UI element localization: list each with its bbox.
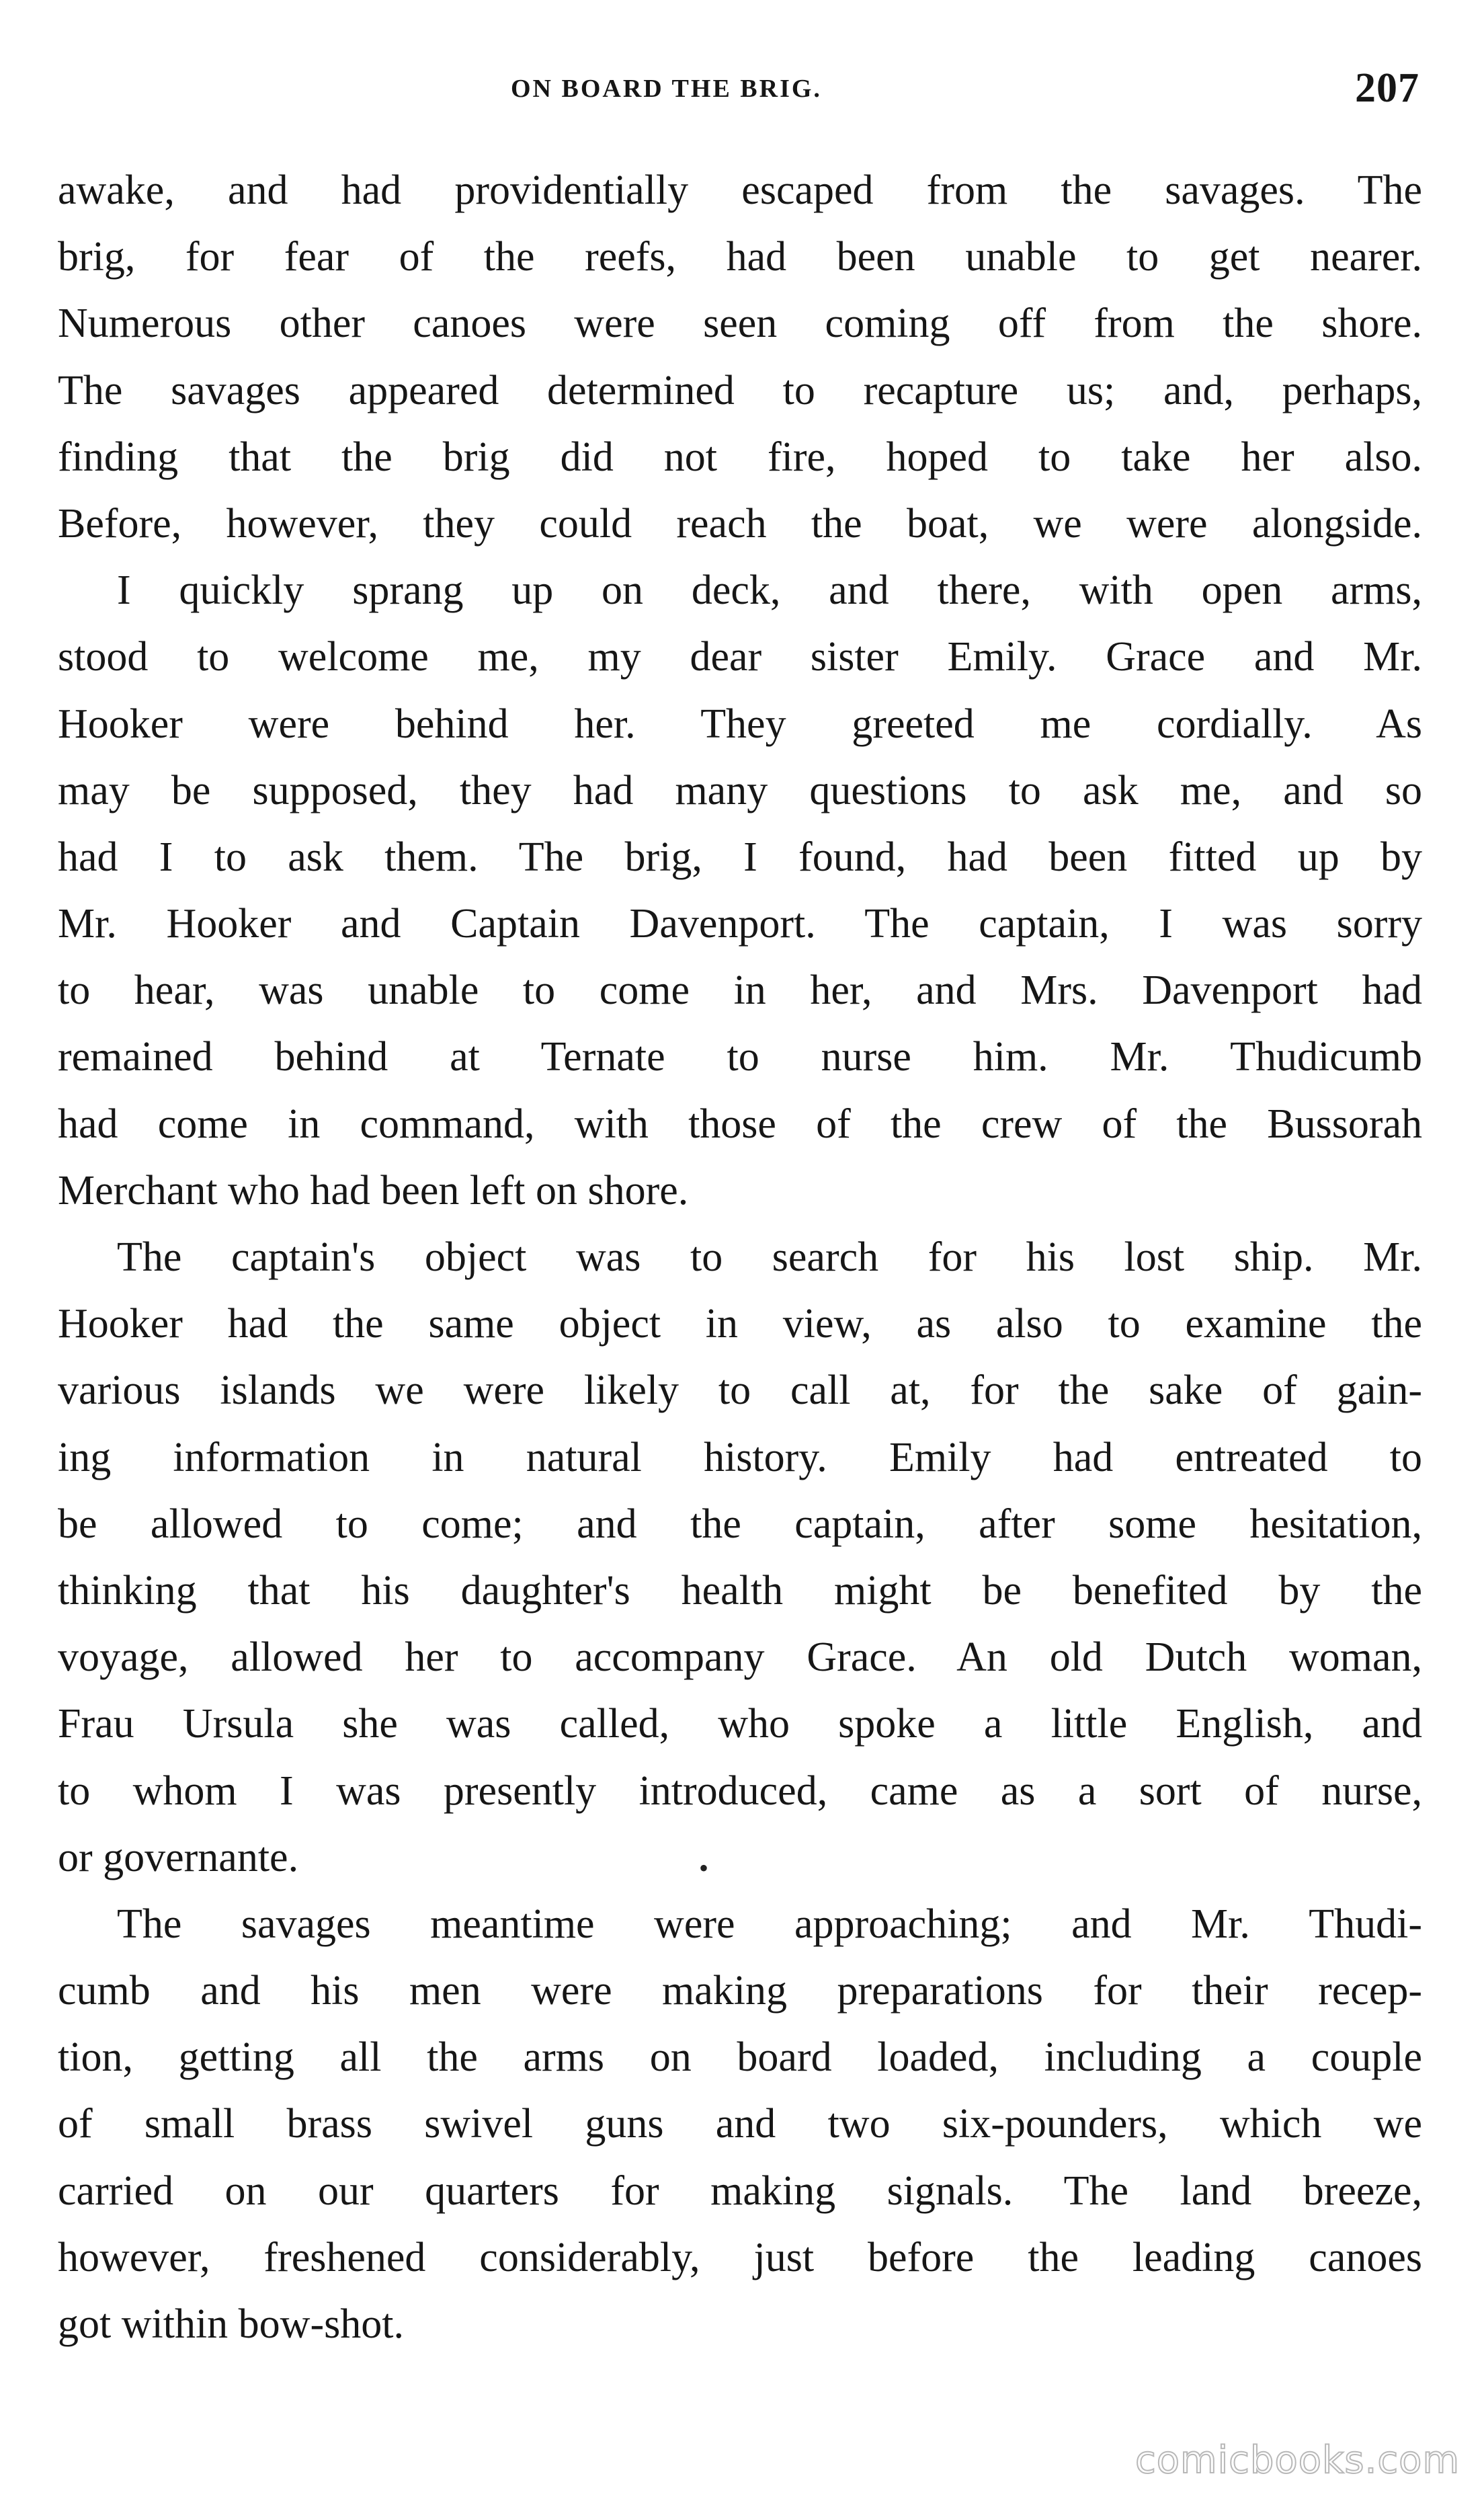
text-line: of small brass swivel guns and two six-pounders, which we [58,2101,1422,2147]
text-line: awake, and had providentially escaped from the savages. The [58,167,1422,213]
text-line: be allowed to come; and the captain, after some hesitation, [58,1501,1422,1547]
running-title: ON BOARD THE BRIG. [511,75,822,103]
text-line: to hear, was unable to come in her, and Mrs. Davenport had [58,967,1422,1014]
paragraph-4 [58,1891,1422,2358]
text-line: to whom I was presently introduced, came as a sort of nurse, [58,1767,1422,1814]
text-line: got within bow-shot. [58,2301,404,2347]
text-line: Before, however, they could reach the boat, we were alongside. [58,500,1422,547]
text-line: Mr. Hooker and Captain Davenport. The captain, I was sorry [58,901,1422,947]
paragraph-1 [58,157,1422,557]
text-line: The savages meantime were approaching; and Mr. Thudi- [117,1901,1422,1947]
text-line: may be supposed, they had many questions to ask me, and so [58,767,1422,813]
watermark: comicbooks.com [1135,2438,1460,2482]
text-line: The savages appeared determined to recapture us; and, perhaps, [58,367,1422,413]
text-line: remained behind at Ternate to nurse him. Mr. Thudicumb [58,1034,1422,1080]
page-number: 207 [1355,65,1419,111]
text-line: Numerous other canoes were seen coming off from the shore. [58,301,1422,347]
text-line: however, freshened considerably, just before the leading canoes [58,2234,1422,2280]
text-line: had come in command, with those of the crew of the Bussorah [58,1101,1422,1147]
text-line: The captain's object was to search for his lost ship. Mr. [117,1234,1422,1280]
text-line: Merchant who had been left on shore. [58,1167,689,1213]
text-line: I quickly sprang up on deck, and there, with open arms, [117,567,1422,614]
body-text [58,157,1422,2358]
paragraph-3 [58,1224,1422,1891]
text-line: finding that the brig did not fire, hoped to take her also. [58,434,1422,480]
print-speck: • [699,1853,709,1883]
text-line: thinking that his daughter's health might be benefited by the [58,1567,1422,1614]
text-line: or governante. [58,1834,299,1880]
text-line: various islands we were likely to call at, for the sake of gain- [58,1367,1422,1414]
text-line: brig, for fear of the reefs, had been unable to get nearer. [58,234,1422,280]
text-line: had I to ask them. The brig, I found, had been fitted up by [58,834,1422,880]
text-line: ing information in natural history. Emily had entreated to [58,1434,1422,1480]
text-line: Hooker had the same object in view, as also to examine the [58,1301,1422,1347]
text-line: voyage, allowed her to accompany Grace. An old Dutch woman, [58,1634,1422,1681]
text-line: Frau Ursula she was called, who spoke a little English, and [58,1701,1422,1747]
text-line: cumb and his men were making preparations for their recep- [58,1968,1422,2014]
text-line: Hooker were behind her. They greeted me cordially. As [58,701,1422,747]
running-head [0,65,1484,118]
paragraph-2 [58,557,1422,1224]
text-line: tion, getting all the arms on board loaded, including a couple [58,2034,1422,2081]
text-line: carried on our quarters for making signals. The land breeze, [58,2167,1422,2214]
text-line: stood to welcome me, my dear sister Emily. Grace and Mr. [58,634,1422,680]
